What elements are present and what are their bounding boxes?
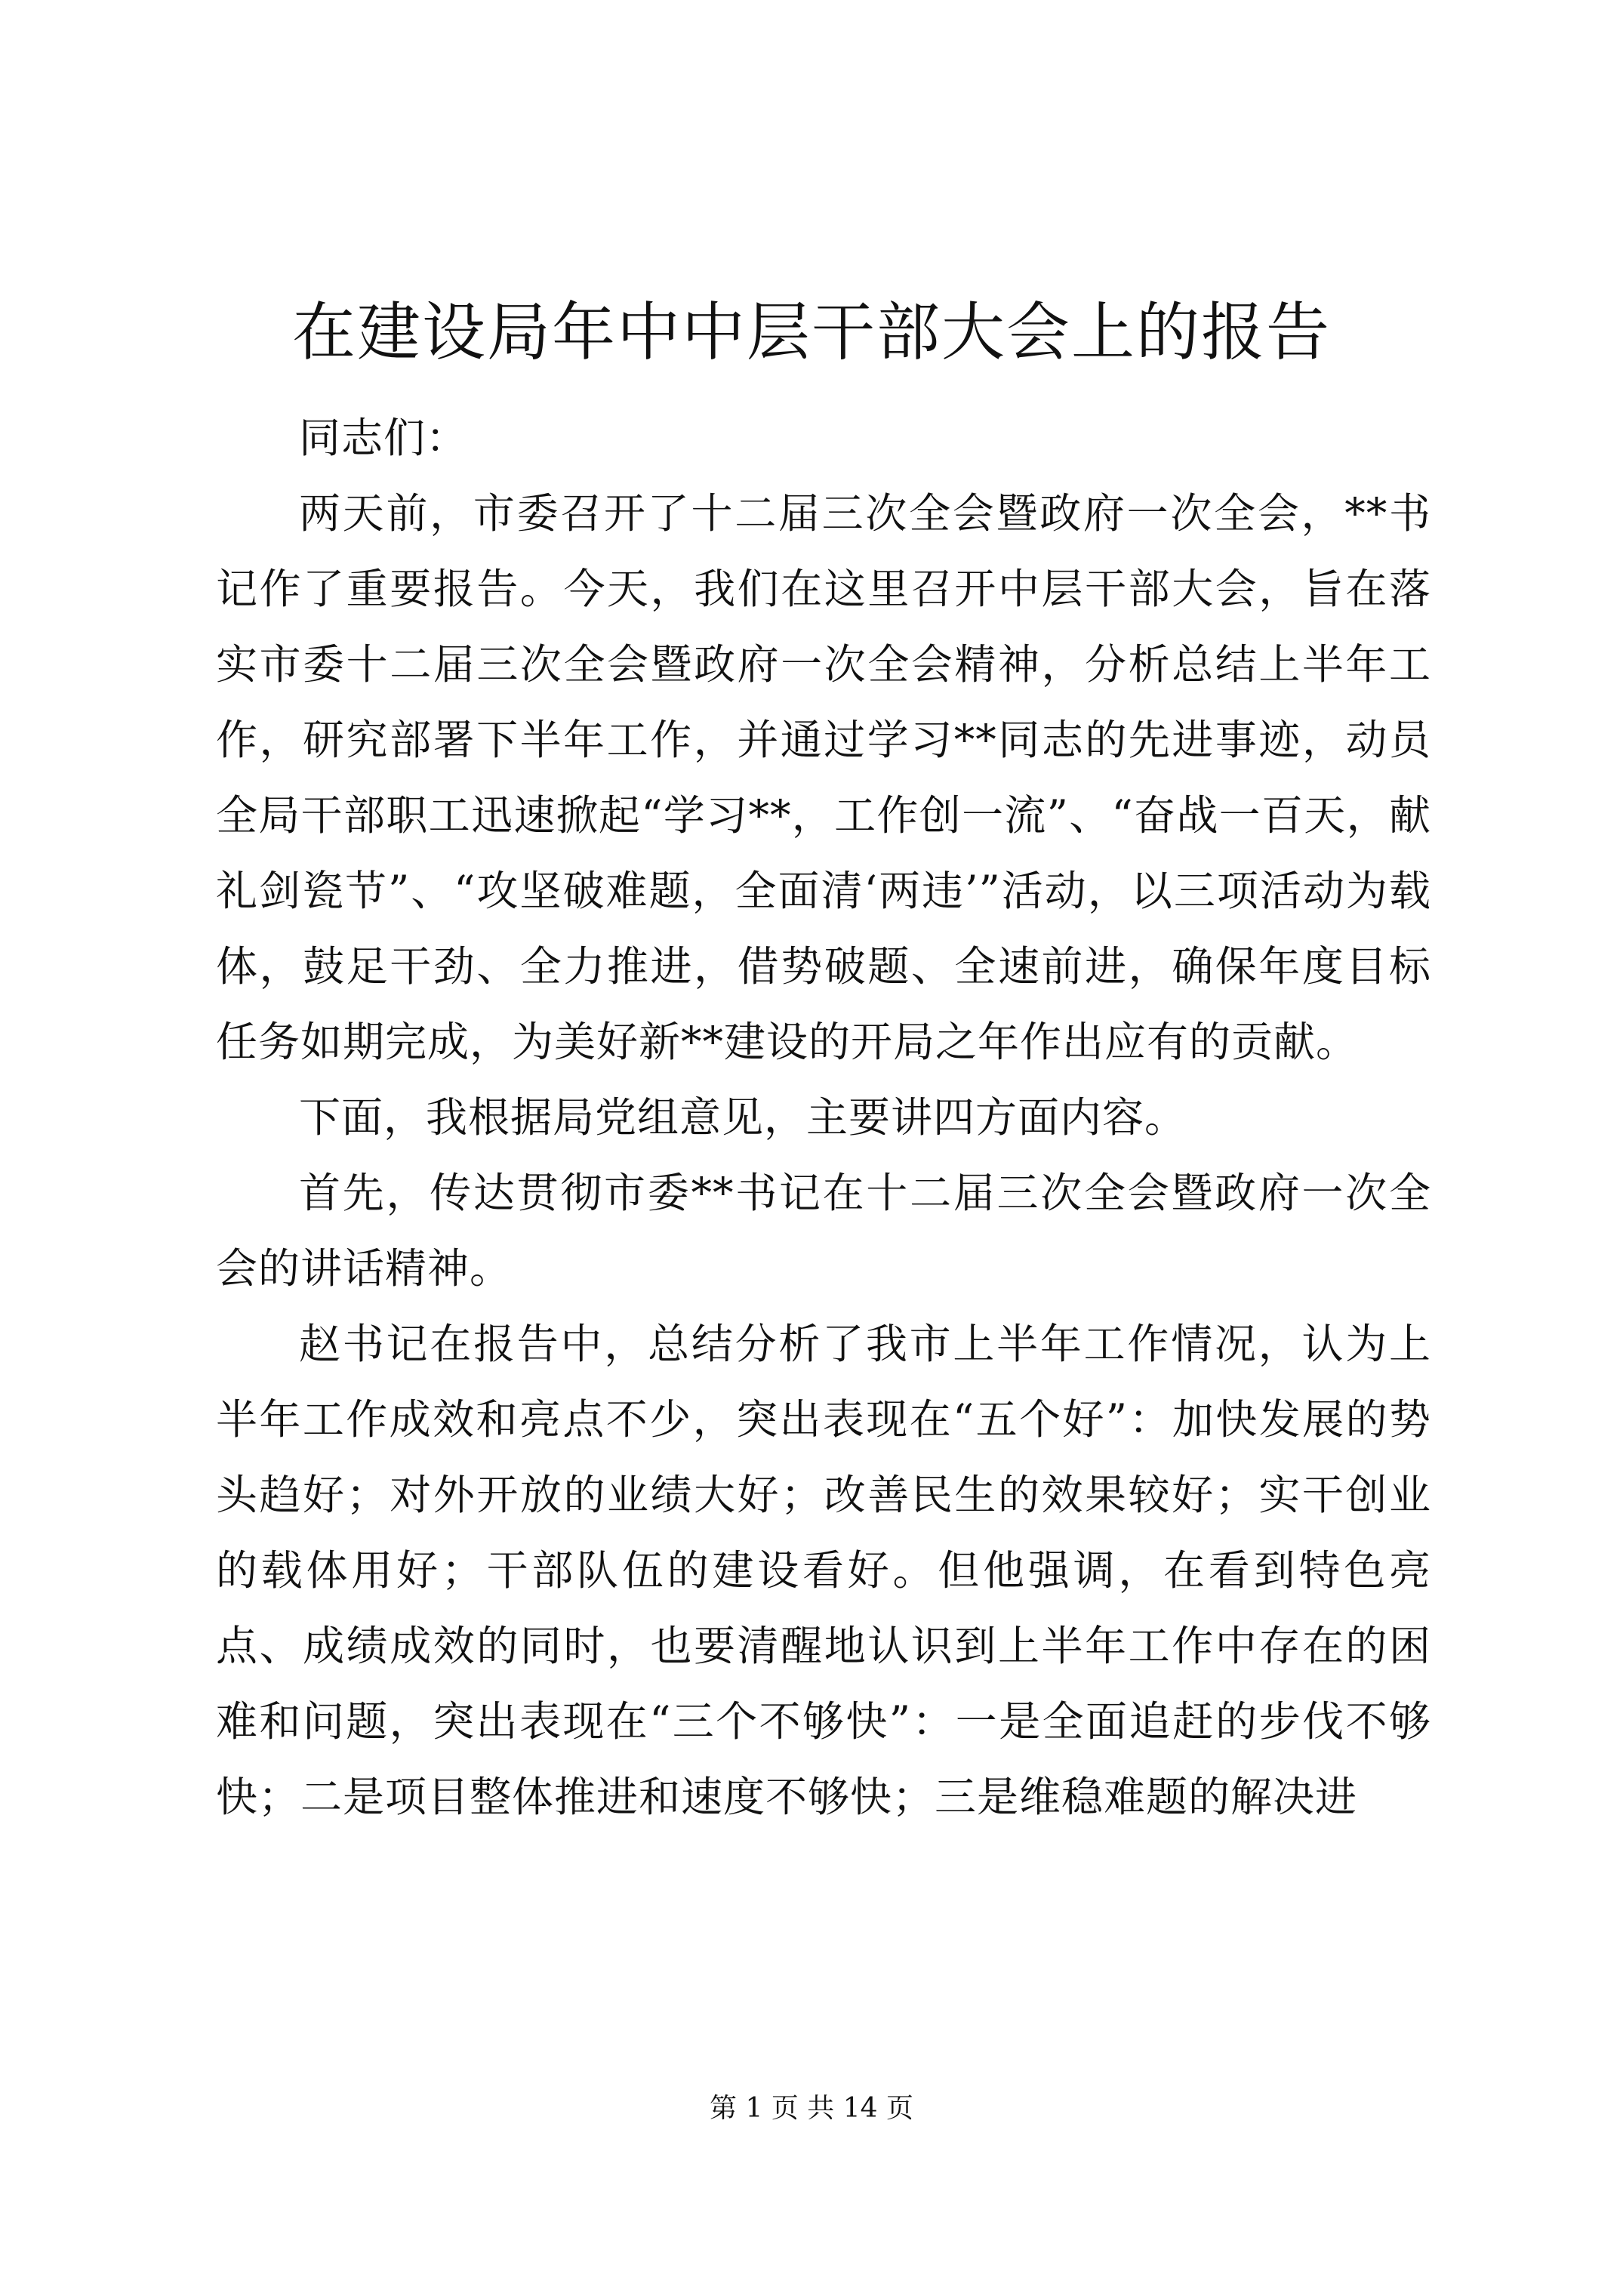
body-paragraph: 首先，传达贯彻市委**书记在十二届三次全会暨政府一次全会的讲话精神。: [216, 1169, 1431, 1293]
page-number-footer: 第 1 页 共 14 页: [710, 2093, 913, 2124]
body-paragraph: 赵书记在报告中，总结分析了我市上半年工作情况，认为上半年工作成效和亮点不少，突出表现在“五个好”：加快发展的势头趋好；对外开放的业绩大好；改善民生的效果较好；实干创业的载体用好；干部队伍的建设看好。但他强调，在看到特色亮点、成绩成效的同时，也要清醒地认识到上半年工作中存在的困难和问题，突出表现在“三个不够快”：一是全面追赶的步伐不够快；二是项目整体推进和速度不够快；三是维稳难题的解决进: [216, 1320, 1431, 1821]
salutation-paragraph: 同志们：: [299, 414, 469, 462]
document-title: 在建设局年中中层干部大会上的报告: [291, 295, 1331, 369]
body-paragraph: 下面，我根据局党组意见，主要讲四方面内容。: [299, 1093, 1187, 1142]
body-paragraph: 两天前，市委召开了十二届三次全会暨政府一次全会，**书记作了重要报告。今天，我们在这里召开中层干部大会，旨在落实市委十二届三次全会暨政府一次全会精神，分析总结上半年工作，研究部署下半年工作，并通过学习**同志的先进事迹，动员全局干部职工迅速掀起“学习**，工作创一流”、“奋战一百天，献礼剑瓷节”、“攻坚破难题，全面清‘两违’”活动，以三项活动为载体，鼓足干劲、全力推进，借势破题、全速前进，确保年度目标任务如期完成，为美好新**建设的开局之年作出应有的贡献。: [216, 489, 1431, 1066]
document-body: [216, 400, 1431, 1835]
